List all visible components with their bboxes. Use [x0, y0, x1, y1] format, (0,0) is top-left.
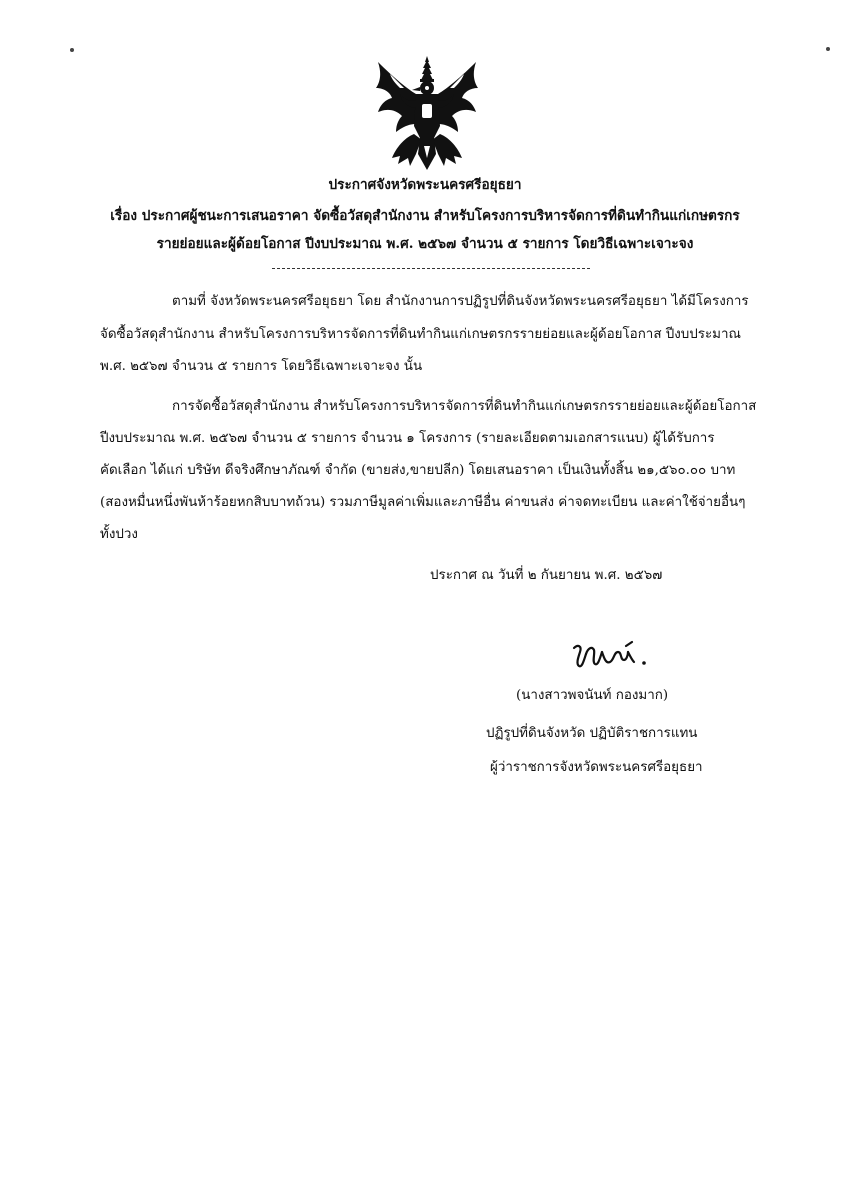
- paragraph-1-line: ตามที่ จังหวัดพระนครศรีอยุธยา โดย สำนักงานการปฏิรูปที่ดินจังหวัดพระนครศรีอยุธยา ได้มีโครงการ: [172, 294, 749, 309]
- paragraph-2-line: การจัดซื้อวัสดุสำนักงาน สำหรับโครงการบริหารจัดการที่ดินทำกินแก่เกษตรกรรายย่อยและผู้ด้อยโอกาส: [172, 399, 757, 414]
- subject-line-1: เรื่อง ประกาศผู้ชนะการเสนอราคา จัดซื้อวัสดุสำนักงาน สำหรับโครงการบริหารจัดการที่ดินทำกินแก่เกษตรกร: [110, 208, 740, 224]
- garuda-emblem-icon: [370, 54, 484, 172]
- scan-mark: [70, 48, 74, 52]
- paragraph-1-line: จัดซื้อวัสดุสำนักงาน สำหรับโครงการบริหารจัดการที่ดินทำกินแก่เกษตรกรรายย่อยและผู้ด้อยโอกาส ปีงบประมาณ: [100, 327, 741, 342]
- document-heading: ประกาศจังหวัดพระนครศรีอยุธยา: [328, 177, 522, 193]
- divider-line: [272, 268, 590, 269]
- announce-date: ประกาศ ณ วันที่ ๒ กันยายน พ.ศ. ๒๕๖๗: [430, 568, 663, 583]
- subject-line-2: รายย่อยและผู้ด้อยโอกาส ปีงบประมาณ พ.ศ. ๒๕๖๗ จำนวน ๕ รายการ โดยวิธีเฉพาะเจาะจง: [156, 236, 694, 252]
- paragraph-2-line: ทั้งปวง: [100, 527, 138, 542]
- paragraph-2-line: คัดเลือก ได้แก่ บริษัท ดีจริงศึกษาภัณฑ์ จำกัด (ขายส่ง,ขายปลีก) โดยเสนอราคา เป็นเงินทั้งสิ้น ๒๑,๕๖๐.๐๐ บาท: [100, 463, 736, 478]
- paragraph-2-line: ปีงบประมาณ พ.ศ. ๒๕๖๗ จำนวน ๕ รายการ จำนวน ๑ โครงการ (รายละเอียดตามเอกสารแนบ) ผู้ได้รับการ: [100, 431, 715, 446]
- signatory-position: ปฏิรูปที่ดินจังหวัด ปฏิบัติราชการแทน: [486, 726, 698, 741]
- signatory-position: ผู้ว่าราชการจังหวัดพระนครศรีอยุธยา: [490, 760, 703, 775]
- scan-mark: [826, 47, 830, 51]
- handwritten-signature: [570, 638, 650, 672]
- paragraph-2-line: (สองหมื่นหนึ่งพันห้าร้อยหกสิบบาทถ้วน) รวมภาษีมูลค่าเพิ่มและภาษีอื่น ค่าขนส่ง ค่าจดทะเบียน และค่าใช้จ่ายอื่นๆ: [100, 495, 746, 510]
- signatory-name: (นางสาวพจนันท์ กองมาก): [516, 688, 669, 703]
- paragraph-1-line: พ.ศ. ๒๕๖๗ จำนวน ๕ รายการ โดยวิธีเฉพาะเจาะจง นั้น: [100, 359, 423, 374]
